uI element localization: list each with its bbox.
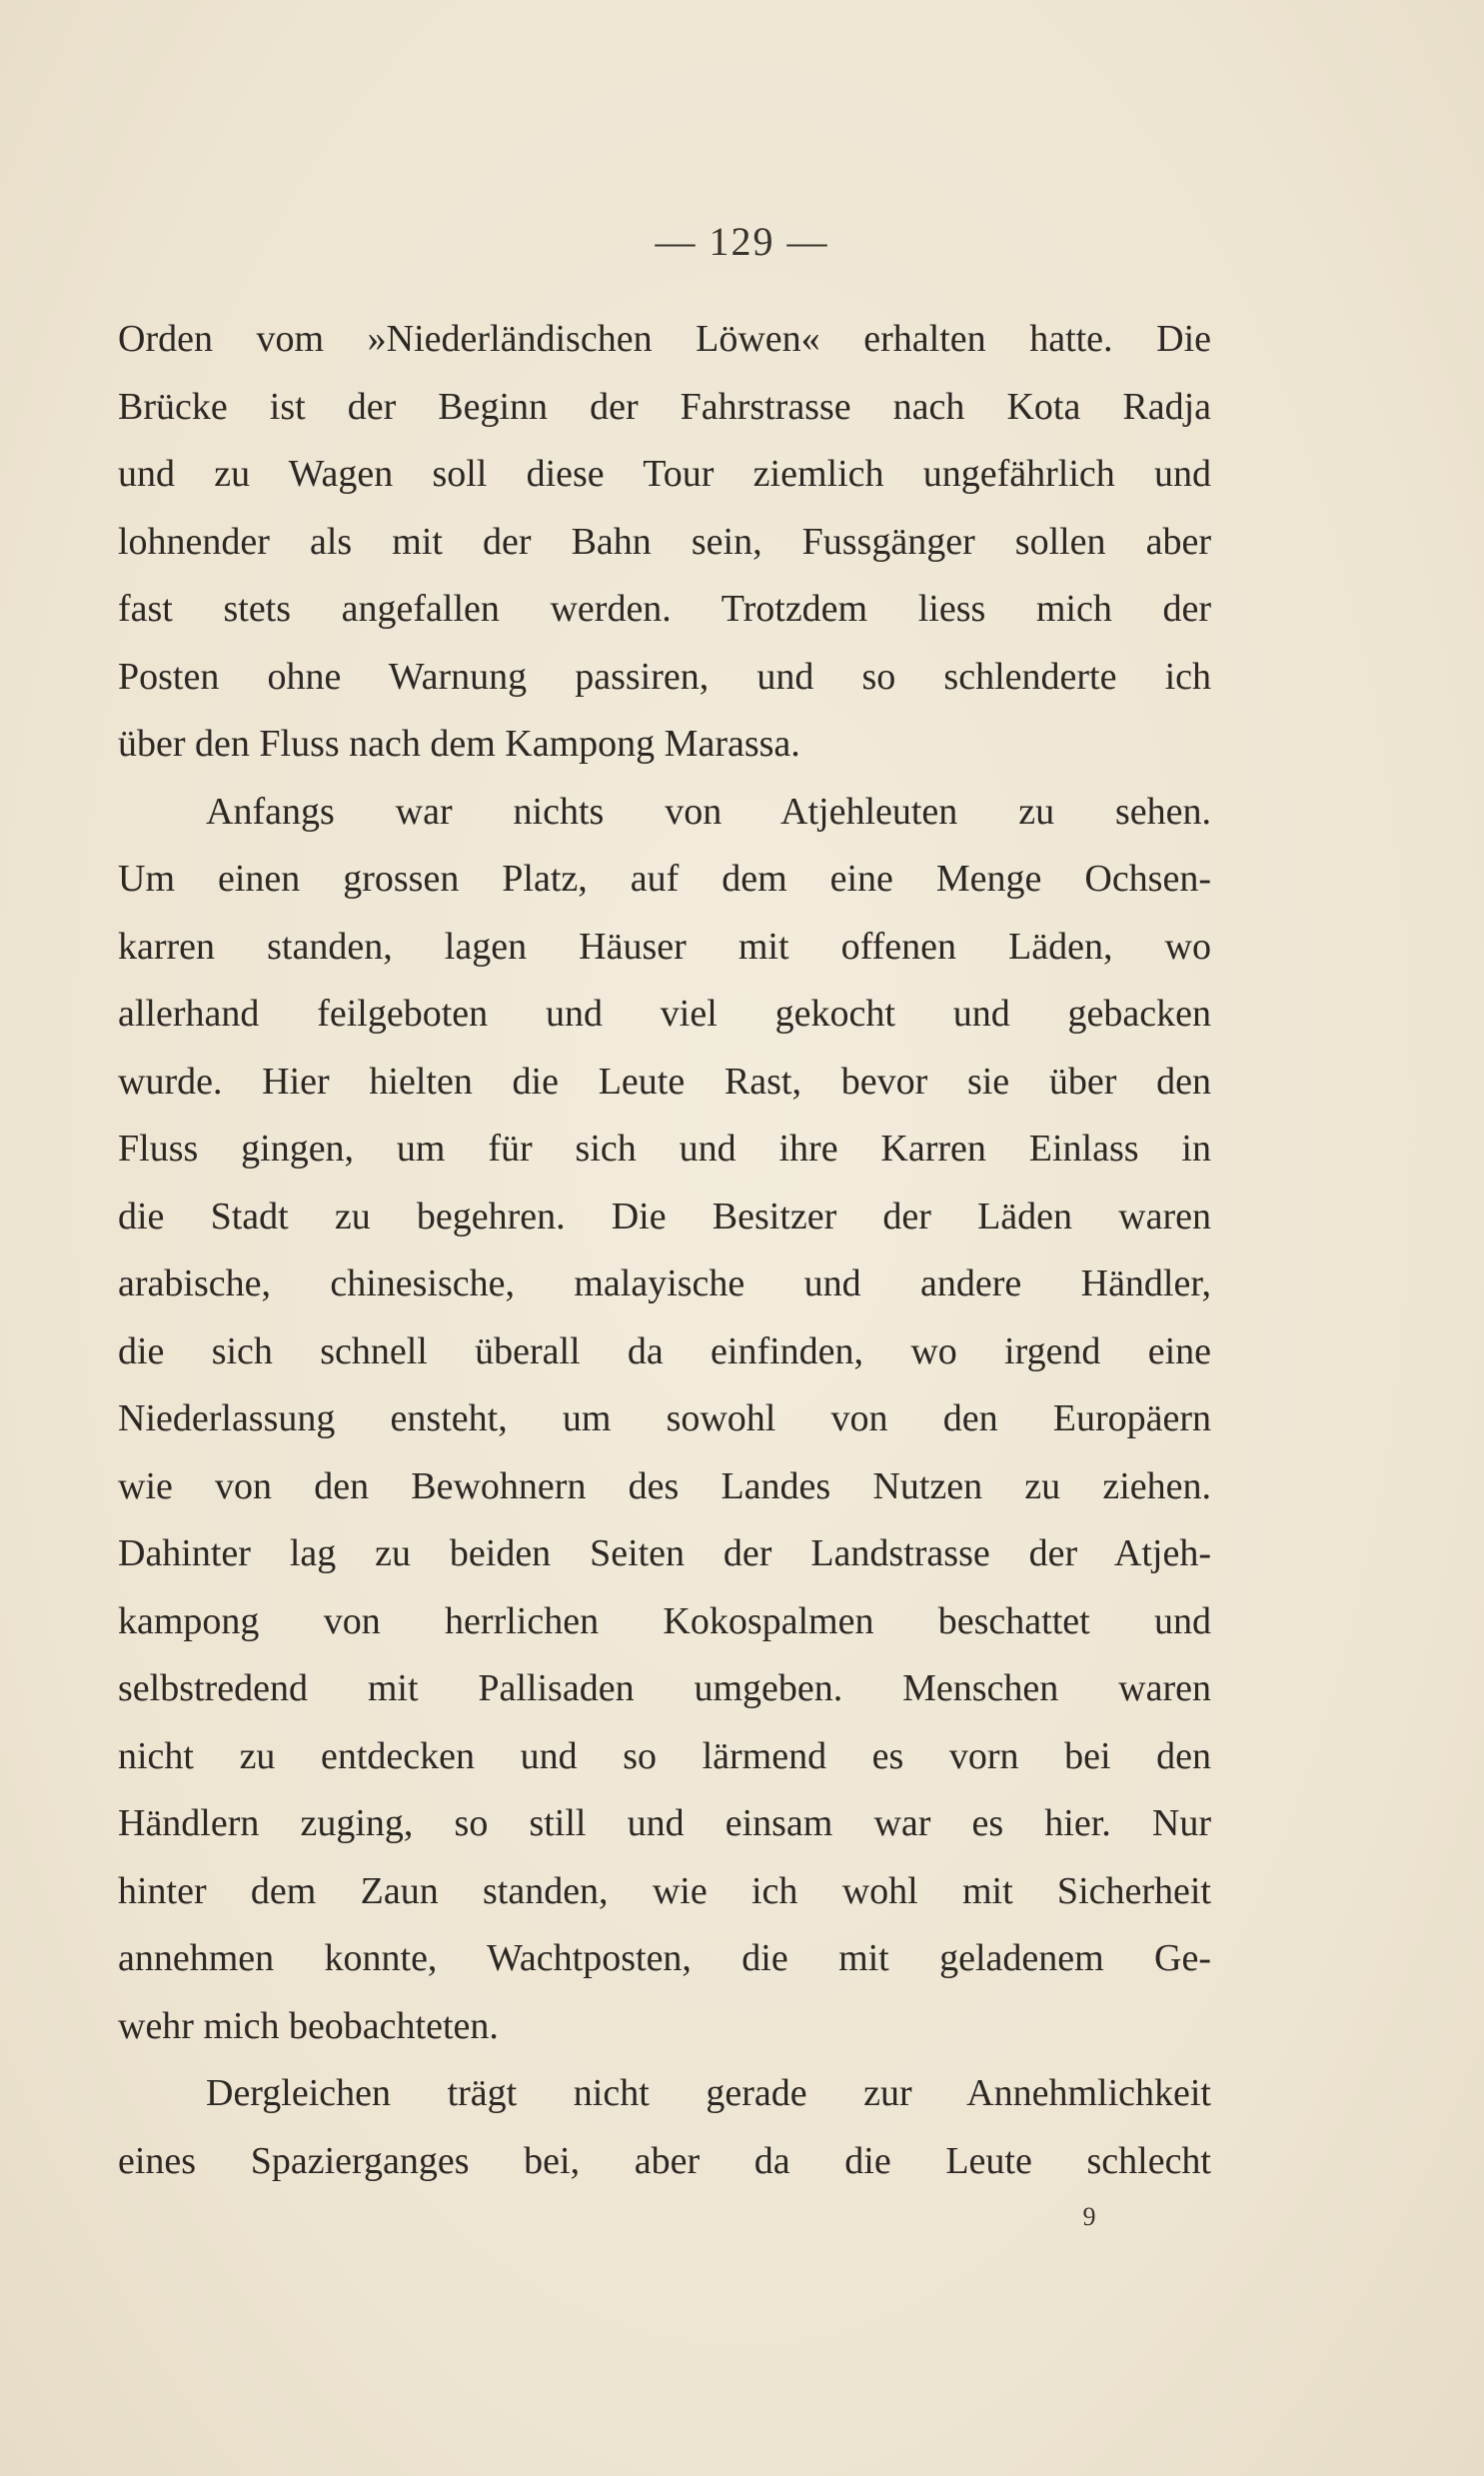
signature-mark: 9: [1082, 2202, 1096, 2231]
text-line: Händlern zuging, so still und einsam war es hier. Nur: [118, 1802, 1211, 1844]
text-line: kampong von herrlichen Kokospalmen beschattet und: [118, 1599, 1211, 1642]
text-line: Dergleichen trägt nicht gerade zur Annehmlichkeit: [206, 2072, 1211, 2114]
body-text: [118, 306, 1211, 2195]
text-line: annehmen konnte, Wachtposten, die mit geladenem Ge-: [118, 1937, 1211, 1979]
text-line: über den Fluss nach dem Kampong Marassa.: [118, 723, 800, 765]
text-line: Um einen grossen Platz, auf dem eine Menge Ochsen-: [118, 858, 1211, 900]
text-line: Anfangs war nichts von Atjehleuten zu sehen.: [206, 790, 1211, 833]
text-line: Fluss gingen, um für sich und ihre Karren Einlass in: [118, 1128, 1211, 1170]
text-line: wehr mich beobachteten.: [118, 2004, 499, 2047]
text-line: Dahinter lag zu beiden Seiten der Landstrasse der Atjeh-: [118, 1532, 1211, 1574]
text-line: wurde. Hier hielten die Leute Rast, bevor sie über den: [118, 1060, 1211, 1103]
text-line: Posten ohne Warnung passiren, und so schlenderte ich: [118, 655, 1211, 698]
text-line: hinter dem Zaun standen, wie ich wohl mit Sicherheit: [118, 1869, 1211, 1912]
text-line: arabische, chinesische, malayische und andere Händler,: [118, 1262, 1211, 1304]
text-line: fast stets angefallen werden. Trotzdem liess mich der: [118, 588, 1211, 630]
text-line: karren standen, lagen Häuser mit offenen Läden, wo: [118, 925, 1211, 968]
text-line: selbstredend mit Pallisaden umgeben. Menschen waren: [118, 1667, 1211, 1709]
text-line: eines Spazierganges bei, aber da die Leute schlecht: [118, 2139, 1211, 2182]
text-line: nicht zu entdecken und so lärmend es vorn bei den: [118, 1734, 1211, 1777]
text-line: und zu Wagen soll diese Tour ziemlich ungefährlich und: [118, 453, 1211, 495]
text-line: Orden vom »Niederländischen Löwen« erhalten hatte. Die: [118, 318, 1211, 360]
text-line: die sich schnell überall da einfinden, wo irgend eine: [118, 1329, 1211, 1372]
text-line: wie von den Bewohnern des Landes Nutzen zu ziehen.: [118, 1464, 1211, 1507]
text-line: Brücke ist der Beginn der Fahrstrasse nach Kota Radja: [118, 385, 1211, 428]
text-line: lohnender als mit der Bahn sein, Fussgänger sollen aber: [118, 520, 1211, 563]
text-line: Niederlassung ensteht, um sowohl von den Europäern: [118, 1397, 1211, 1439]
page-number: — 129 —: [655, 219, 829, 264]
text-line: allerhand feilgeboten und viel gekocht und gebacken: [118, 993, 1211, 1035]
text-line: die Stadt zu begehren. Die Besitzer der Läden waren: [118, 1195, 1211, 1238]
